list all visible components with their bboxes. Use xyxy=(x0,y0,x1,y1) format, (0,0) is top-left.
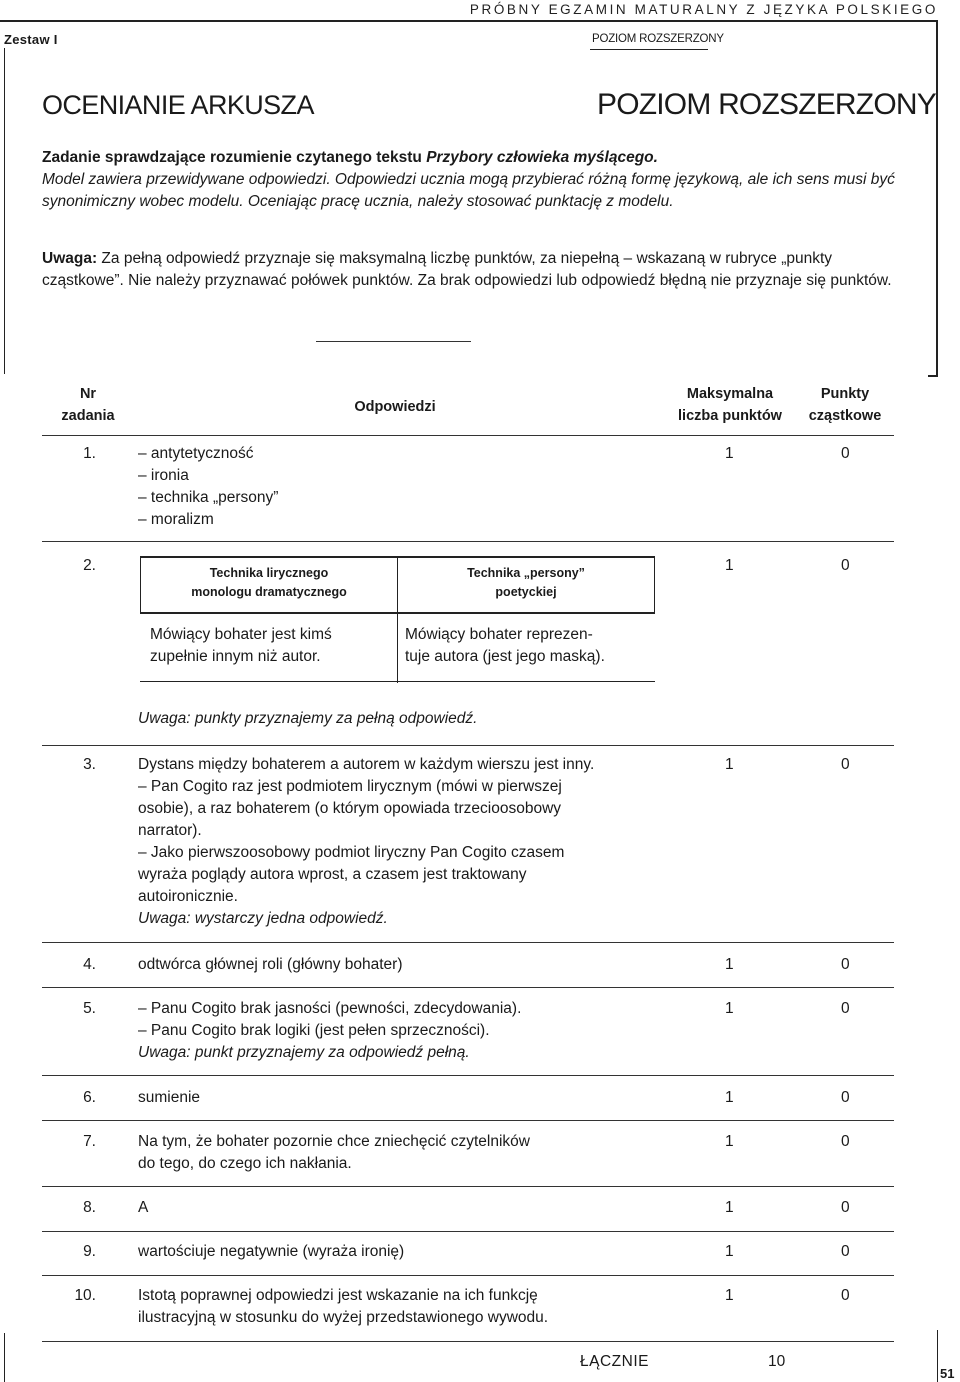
max-points: 1 xyxy=(725,1287,734,1304)
level-title: POZIOM ROZSZERZONY xyxy=(597,88,936,121)
frame-right-line-bottom xyxy=(937,1330,938,1382)
total-label: ŁĄCZNIE xyxy=(580,1353,649,1370)
frame-left-line-bottom xyxy=(4,1333,5,1382)
answer-line: – Panu Cogito brak logiki (jest pełen sprzeczności). xyxy=(138,1022,490,1039)
task-number: 10. xyxy=(74,1287,96,1304)
level-label-small: POZIOM ROZSZERZONY xyxy=(592,33,724,45)
max-points: 1 xyxy=(725,1199,734,1216)
task-number: 2. xyxy=(83,557,96,574)
partial-points: 0 xyxy=(841,1133,850,1150)
task-note: Uwaga: punkty przyznajemy za pełną odpowiedź. xyxy=(138,710,478,727)
answer-line: – ironia xyxy=(138,467,189,484)
partial-points: 0 xyxy=(841,1199,850,1216)
table-header-rule xyxy=(42,435,894,436)
task-number: 9. xyxy=(83,1243,96,1260)
task-answer xyxy=(138,754,698,930)
answer-line: – antytetyczność xyxy=(138,445,254,462)
row-rule xyxy=(42,942,894,943)
answer-line: ilustracyjną w stosunku do wyżej przedstawionego wywodu. xyxy=(138,1309,549,1326)
task-answer xyxy=(138,443,278,531)
header-rule xyxy=(0,20,937,22)
task-number: 4. xyxy=(83,956,96,973)
page-title: OCENIANIE ARKUSZA xyxy=(42,90,314,120)
scoring-note-label: Uwaga: xyxy=(42,250,98,267)
row-rule xyxy=(42,1186,894,1187)
partial-points: 0 xyxy=(841,1287,850,1304)
max-points: 1 xyxy=(725,1243,734,1260)
header-task-number xyxy=(50,383,126,427)
header-answers: Odpowiedzi xyxy=(354,399,436,415)
partial-points: 0 xyxy=(841,1243,850,1260)
intro-paragraph xyxy=(42,147,912,213)
answer-line: Istotą poprawnej odpowiedzi jest wskazanie na ich funkcję xyxy=(138,1287,538,1304)
header-partial-points-line1: Punkty xyxy=(820,386,870,402)
answer-line: Dystans między bohaterem a autorem w każdym wierszu jest inny. xyxy=(138,756,595,773)
answer-line: – moralizm xyxy=(138,511,214,528)
answer-line: wyraża poglądy autora wprost, a czasem jest traktowany xyxy=(138,866,527,883)
max-points: 1 xyxy=(725,557,734,574)
comparison-cell-a xyxy=(150,624,395,668)
task-number: 1. xyxy=(83,445,96,462)
row-rule xyxy=(42,541,894,542)
level-label-underline xyxy=(590,49,708,50)
partial-points: 0 xyxy=(841,557,850,574)
answer-line: – Panu Cogito brak jasności (pewności, zdecydowania). xyxy=(138,1000,522,1017)
comparison-right-rule xyxy=(654,557,655,613)
frame-right-corner xyxy=(928,375,938,377)
max-points: 1 xyxy=(725,1000,734,1017)
header-task-number-line2: zadania xyxy=(61,408,115,424)
intro-text-title: Przybory człowieka myślącego. xyxy=(426,149,658,166)
row-rule xyxy=(42,1120,894,1121)
page-number: 51 xyxy=(940,1366,955,1381)
answer-line: – Pan Cogito raz jest podmiotem lirycznym (mówi w pierwszej xyxy=(138,778,562,795)
row-rule xyxy=(42,745,894,746)
answer-line: autoironicznie. xyxy=(138,888,238,905)
task-answer xyxy=(138,1285,698,1329)
comparison-head-b-line1: Technika „persony” xyxy=(467,566,585,580)
row-rule xyxy=(42,1341,894,1342)
header-task-number-line1: Nr xyxy=(79,386,97,402)
partial-points: 0 xyxy=(841,445,850,462)
exam-title: PRÓBNY EGZAMIN MATURALNY Z JĘZYKA POLSKIEGO xyxy=(469,2,938,17)
separator-line xyxy=(316,341,471,342)
frame-left-line xyxy=(4,48,5,374)
task-answer xyxy=(138,1131,698,1175)
task-number: 5. xyxy=(83,1000,96,1017)
comparison-head-a-line1: Technika lirycznego xyxy=(209,566,329,580)
header-max-points xyxy=(665,383,795,427)
task-note: Uwaga: punkt przyznajemy za odpowiedź pełną. xyxy=(138,1044,470,1061)
max-points: 1 xyxy=(725,445,734,462)
task-answer: odtwórca głównej roli (główny bohater) xyxy=(138,956,403,973)
comparison-cell-b-line1: Mówiący bohater reprezen- xyxy=(405,626,593,643)
scoring-note-text: Za pełną odpowiedź przyznaje się maksymalną liczbę punktów, za niepełną – wskazaną w rubryce „punkty cząstkowe”. Nie należy przyznawać połówek punktów. Za brak odpowiedzi lub odpowiedź błędną nie przyznaje się punktów. xyxy=(42,250,892,289)
max-points: 1 xyxy=(725,1089,734,1106)
header-max-points-line1: Maksymalna xyxy=(686,386,774,402)
comparison-head-b-line2: poetyckiej xyxy=(495,585,557,599)
answer-line: Na tym, że bohater pozornie chce zniechęcić czytelników xyxy=(138,1133,530,1150)
row-rule xyxy=(42,1275,894,1276)
intro-model-text: Model zawiera przewidywane odpowiedzi. Odpowiedzi ucznia mogą przybierać różną formę językową, ale ich sens musi być synonimiczny wobec modelu. Oceniając pracę ucznia, należy stosować punktację z modelu. xyxy=(42,171,895,210)
comparison-head-a xyxy=(141,564,397,602)
frame-right-line xyxy=(936,20,938,377)
max-points: 1 xyxy=(725,956,734,973)
partial-points: 0 xyxy=(841,956,850,973)
header-partial-points-line2: cząstkowe xyxy=(808,408,882,424)
answer-line: – technika „persony” xyxy=(138,489,279,506)
row-rule xyxy=(42,1075,894,1076)
task-answer xyxy=(138,998,698,1064)
task-answer: wartościuje negatywnie (wyraża ironię) xyxy=(138,1243,405,1260)
answer-line: osobie), a raz bohaterem (o którym opowiada trzecioosobowy xyxy=(138,800,562,817)
answer-line: narrator). xyxy=(138,822,202,839)
comparison-header-rule xyxy=(140,612,655,614)
partial-points: 0 xyxy=(841,1000,850,1017)
task-note: Uwaga: wystarczy jedna odpowiedź. xyxy=(138,910,388,927)
answer-line: – Jako pierwszoosobowy podmiot liryczny Pan Cogito czasem xyxy=(138,844,565,861)
task-number: 8. xyxy=(83,1199,96,1216)
total-value: 10 xyxy=(768,1353,786,1370)
comparison-cell-a-line2: zupełnie innym niż autor. xyxy=(150,648,321,665)
task-number: 3. xyxy=(83,756,96,773)
answer-line: do tego, do czego ich nakłania. xyxy=(138,1155,352,1172)
comparison-cell-b-line2: tuje autora (jest jego maską). xyxy=(405,648,605,665)
task-answer: sumienie xyxy=(138,1089,201,1106)
comparison-cell-b xyxy=(405,624,653,668)
row-rule xyxy=(42,987,894,988)
partial-points: 0 xyxy=(841,756,850,773)
header-max-points-line2: liczba punktów xyxy=(678,408,782,424)
comparison-head-b xyxy=(398,564,654,602)
max-points: 1 xyxy=(725,1133,734,1150)
task-number: 7. xyxy=(83,1133,96,1150)
scoring-note xyxy=(42,248,912,292)
comparison-cell-a-line1: Mówiący bohater jest kimś xyxy=(150,626,332,643)
comparison-bottom-rule xyxy=(140,681,655,682)
header-partial-points xyxy=(795,383,895,427)
comparison-head-a-line2: monologu dramatycznego xyxy=(191,585,347,599)
row-rule xyxy=(42,1231,894,1232)
task-answer: A xyxy=(138,1199,149,1216)
partial-points: 0 xyxy=(841,1089,850,1106)
intro-lead: Zadanie sprawdzające rozumienie czytanego tekstu xyxy=(42,149,427,166)
set-label: Zestaw I xyxy=(4,32,58,47)
task-number: 6. xyxy=(83,1089,96,1106)
max-points: 1 xyxy=(725,756,734,773)
